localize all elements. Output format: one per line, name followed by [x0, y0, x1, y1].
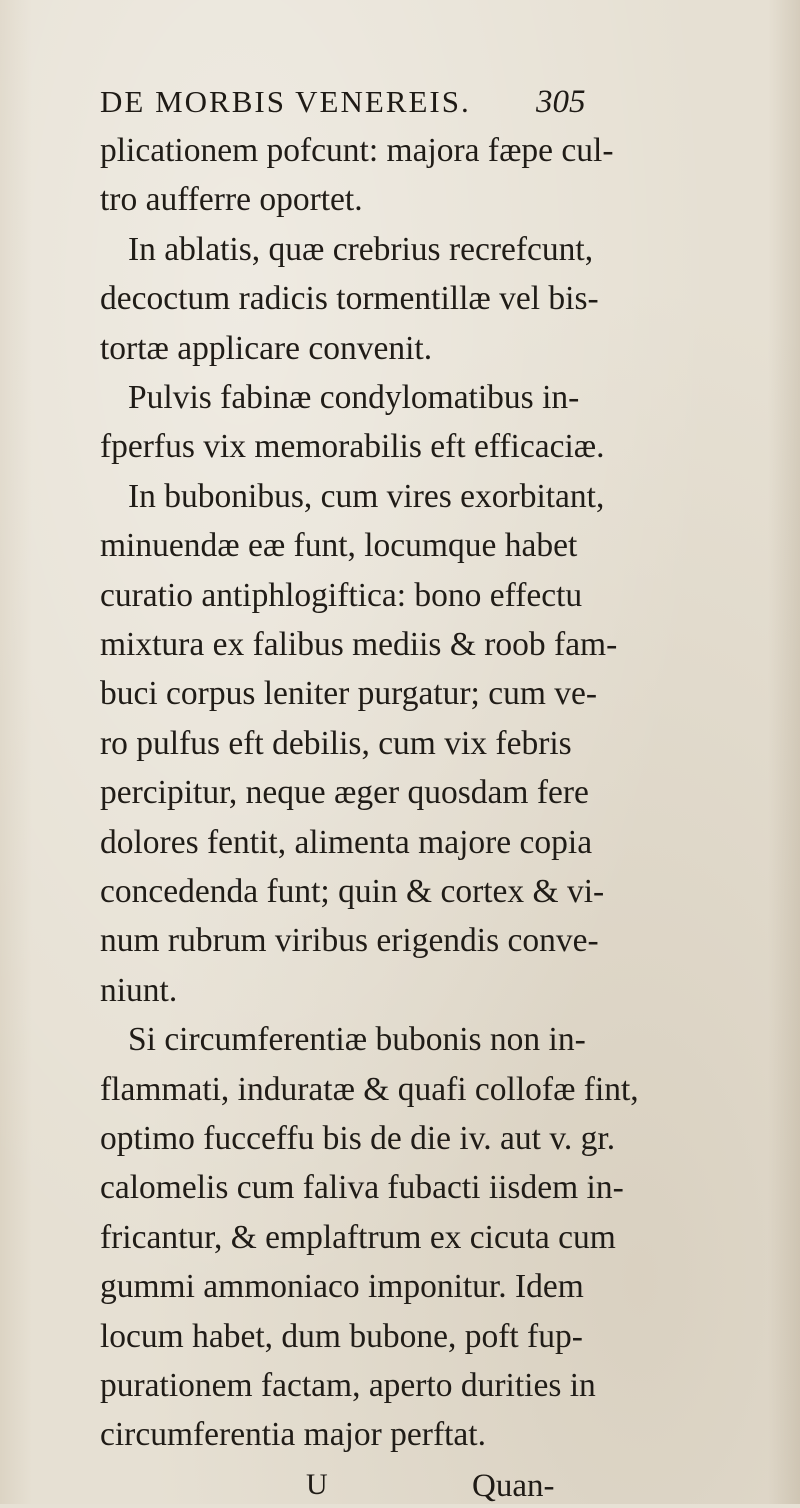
catchword: Quan-	[472, 1467, 555, 1504]
text-line: fricantur, & emplaftrum ex cicuta cum	[100, 1218, 616, 1256]
running-title: DE MORBIS VENEREIS.	[100, 84, 471, 119]
text-line: optimo fucceffu bis de die iv. aut v. gr.	[100, 1120, 616, 1157]
text-line: Pulvis fabinæ condylomatibus in-	[128, 379, 580, 416]
text-line: purationem factam, aperto durities in	[100, 1367, 596, 1404]
text-line: flammati, induratæ & quafi collofæ fint,	[100, 1070, 639, 1108]
text-line: circumferentia major perftat.	[100, 1416, 486, 1454]
text-line: percipitur, neque æger quosdam fere	[100, 774, 589, 812]
text-line: calomelis cum faliva fubacti iisdem in-	[100, 1169, 624, 1207]
text-line: dolores fentit, alimenta majore copia	[100, 823, 593, 861]
text-line: ro pulfus eft debilis, cum vix febris	[100, 724, 572, 762]
text-line: niunt.	[100, 971, 178, 1009]
text-line: tro aufferre oportet.	[100, 181, 363, 219]
text-line: tortæ applicare convenit.	[100, 329, 433, 367]
text-line: concedenda funt; quin & cortex & vi-	[100, 873, 605, 910]
page-number: 305	[536, 84, 586, 120]
text-line: decoctum radicis tormentillæ vel bis-	[100, 280, 599, 318]
text-line: curatio antiphlogiftica: bono effectu	[100, 576, 583, 614]
text-line: plicationem pofcunt: majora fæpe cul-	[100, 132, 614, 169]
text-line: buci corpus leniter purgatur; cum ve-	[100, 675, 598, 713]
text-line: mixtura ex falibus mediis & roob fam-	[100, 626, 618, 663]
text-line: fperfus vix memorabilis eft efficaciæ.	[100, 428, 605, 466]
signature-mark: U	[306, 1467, 328, 1501]
text-line: num rubrum viribus erigendis conve-	[100, 922, 599, 960]
text-line: locum habet, dum bubone, poft fup-	[100, 1317, 583, 1355]
text-line: Si circumferentiæ bubonis non in-	[128, 1021, 586, 1059]
page-footer	[0, 1468, 800, 1508]
text-line: minuendæ eæ funt, locumque habet	[100, 527, 578, 565]
text-line: gummi ammoniaco imponitur. Idem	[100, 1268, 584, 1306]
text-line: In ablatis, quæ crebrius recrefcunt,	[128, 230, 594, 268]
text-line: In bubonibus, cum vires exorbitant,	[128, 477, 605, 515]
